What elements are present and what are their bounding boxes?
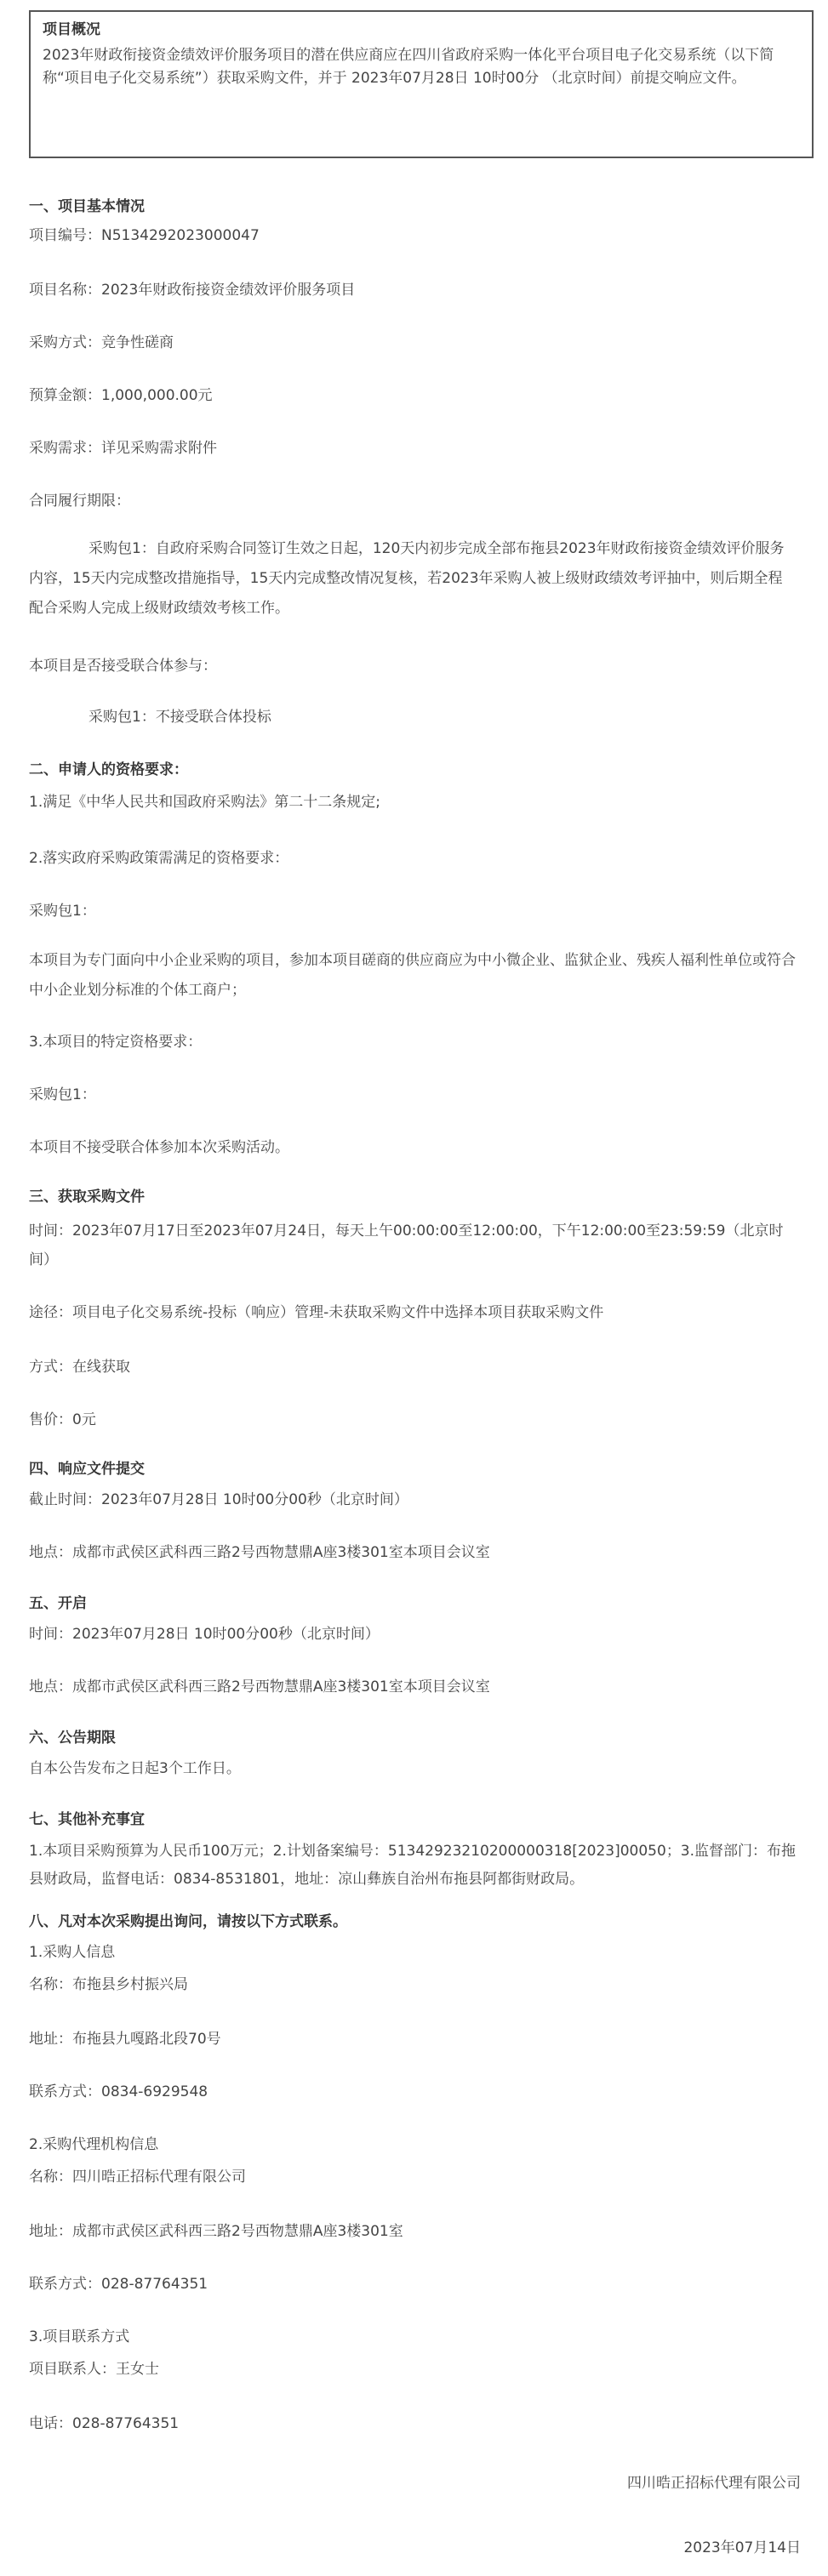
purchaser-name: 名称：布拖县乡村振兴局 <box>29 1976 188 1993</box>
section-6-heading: 六、公告期限 <box>29 1730 116 1747</box>
obtain-route: 途径：项目电子化交易系统-投标（响应）管理-未获取采购文件中选择本项目获取采购文件 <box>29 1304 604 1321</box>
project-name: 项目名称：2023年财政衔接资金绩效评价服务项目 <box>29 282 356 299</box>
overview-body: 2023年财政衔接资金绩效评价服务项目的潜在供应商应在四川省政府采购一体化平台项目电子化交易系统（以下简称“项目电子化交易系统”）获取采购文件，并于 2023年07月28日 10时00分 （北京时间）前提交响应文件。 <box>43 47 774 87</box>
qualification-3-detail: 本项目不接受联合体参加本次采购活动。 <box>29 1139 289 1156</box>
procurement-demand: 采购需求：详见采购需求附件 <box>29 440 217 457</box>
qualification-3-package: 采购包1： <box>29 1086 96 1103</box>
contract-term-detail: 采购包1：自政府采购合同签订生效之日起，120天内初步完成全部布拖县2023年财政衔接资金绩效评价服务内容，15天内完成整改措施指导，15天内完成整改情况复核，若2023年采购人被上级财政绩效考评抽中，则后期全程配合采购人完成上级财政绩效考核工作。 <box>29 540 785 617</box>
agency-title: 2.采购代理机构信息 <box>29 2136 159 2153</box>
budget-amount: 预算金额：1,000,000.00元 <box>29 387 213 404</box>
section-3-heading: 三、获取采购文件 <box>29 1188 145 1205</box>
qualification-3: 3.本项目的特定资格要求： <box>29 1034 203 1051</box>
agency-name: 名称：四川晧正招标代理有限公司 <box>29 2169 246 2186</box>
issuer-org: 四川晧正招标代理有限公司 <box>627 2475 801 2492</box>
section-2-heading: 二、申请人的资格要求： <box>29 761 188 778</box>
section-5-heading: 五、开启 <box>29 1595 87 1612</box>
joint-bid-label: 本项目是否接受联合体参与： <box>29 658 217 675</box>
notice-period: 自本公告发布之日起3个工作日。 <box>29 1760 241 1777</box>
procurement-method: 采购方式：竞争性磋商 <box>29 334 174 351</box>
qualification-2: 2.落实政府采购政策需满足的资格要求： <box>29 850 289 867</box>
project-number: 项目编号：N5134292023000047 <box>29 227 260 244</box>
section-8-heading: 八、凡对本次采购提出询问，请按以下方式联系。 <box>29 1913 347 1930</box>
joint-bid-detail: 采购包1：不接受联合体投标 <box>89 709 271 726</box>
opening-place: 地点：成都市武侯区武科西三路2号西物慧鼎A座3楼301室本项目会议室 <box>29 1678 490 1695</box>
contract-term-label: 合同履行期限： <box>29 493 130 510</box>
overview-title: 项目概况 <box>43 21 100 38</box>
overview-box <box>29 10 814 158</box>
purchaser-phone: 联系方式：0834-6929548 <box>29 2083 208 2100</box>
submission-place: 地点：成都市武侯区武科西三路2号西物慧鼎A座3楼301室本项目会议室 <box>29 1544 490 1561</box>
obtain-mode: 方式：在线获取 <box>29 1359 130 1376</box>
agency-address: 地址：成都市武侯区武科西三路2号西物慧鼎A座3楼301室 <box>29 2223 403 2240</box>
contact-title: 3.项目联系方式 <box>29 2328 130 2345</box>
contact-person: 项目联系人：王女士 <box>29 2361 159 2378</box>
purchaser-address: 地址：布拖县九嘎路北段70号 <box>29 2031 221 2048</box>
qualification-2-detail: 本项目为专门面向中小企业采购的项目，参加本项目磋商的供应商应为中小微企业、监狱企业、残疾人福利性单位或符合中小企业划分标准的个体工商户； <box>29 952 796 999</box>
obtain-price: 售价：0元 <box>29 1411 96 1428</box>
agency-phone: 联系方式：028-87764351 <box>29 2276 208 2293</box>
section-4-heading: 四、响应文件提交 <box>29 1461 145 1478</box>
obtain-time: 时间：2023年07月17日至2023年07月24日，每天上午00:00:00至12:00:00，下午12:00:00至23:59:59（北京时间） <box>29 1222 784 1268</box>
supplementary-notes: 1.本项目采购预算为人民币100万元；2.计划备案编号：51342923210200000318[2023]00050；3.监督部门：布拖县财政局，监督电话：0834-8531801，地址：凉山彝族自治州布拖县阿都街财政局。 <box>29 1843 797 1888</box>
issue-date: 2023年07月14日 <box>683 2539 801 2556</box>
submission-deadline: 截止时间：2023年07月28日 10时00分00秒（北京时间） <box>29 1491 408 1508</box>
purchaser-title: 1.采购人信息 <box>29 1944 116 1961</box>
contact-phone: 电话：028-87764351 <box>29 2415 180 2432</box>
section-7-heading: 七、其他补充事宜 <box>29 1811 145 1828</box>
qualification-2-package: 采购包1： <box>29 903 96 920</box>
section-1-heading: 一、项目基本情况 <box>29 198 145 215</box>
qualification-1: 1.满足《中华人民共和国政府采购法》第二十二条规定; <box>29 794 380 811</box>
opening-time: 时间：2023年07月28日 10时00分00秒（北京时间） <box>29 1626 380 1643</box>
